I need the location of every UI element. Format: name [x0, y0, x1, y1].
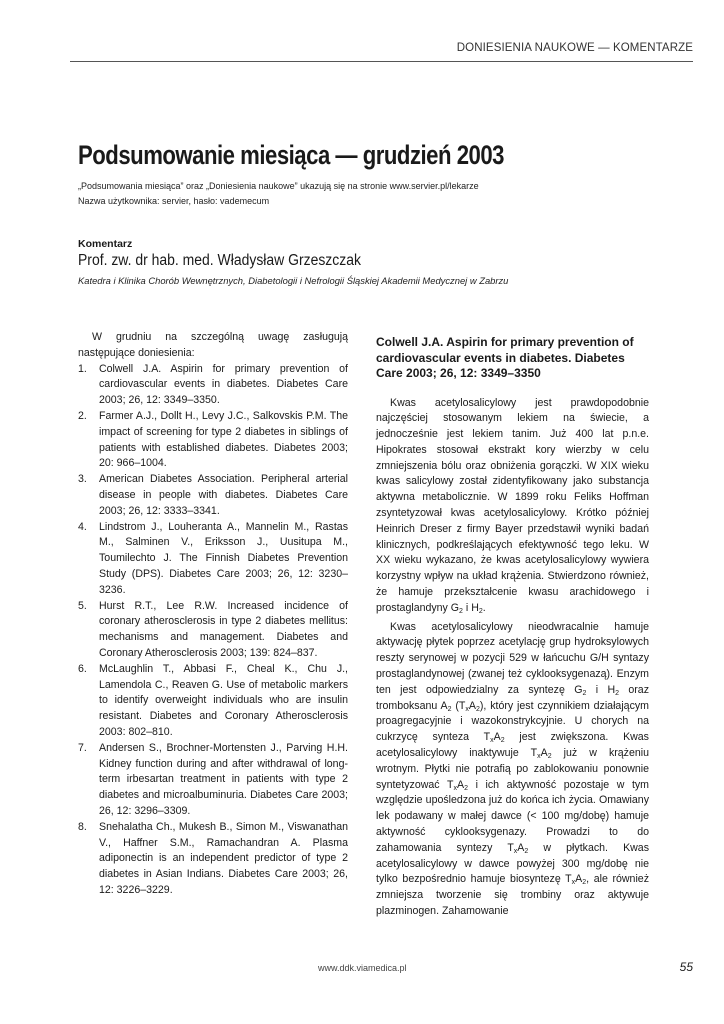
subscript: 2 [582, 689, 587, 697]
article-title: Colwell J.A. Aspirin for primary prevention of cardiovascular events in diabetes. Diabetes Care 2003; 26, 12: 3349–3350 [376, 335, 634, 380]
text: i ich aktywność pozostaje w tym względzie upośledzona już do końca ich życia. Omawiany lek podawany w małej dawce (< 100 mg/dobę) hamuje aktywność cyklooksygenazy. Prowadzi to do zahamowania syntezy T [376, 778, 650, 854]
body-paragraph-2 [376, 620, 649, 920]
reference-text: Farmer A.J., Dollt H., Levy J.C., Salkovskis P.M. The impact of screening for type 2 diabetes in siblings of patients with established diabetes. Diabetes 2003; 20: 966–1004. [99, 409, 348, 470]
reference-item [78, 362, 348, 409]
page-title: Podsumowanie miesiąca — grudzień 2003 [78, 140, 504, 170]
subscript: 2 [524, 847, 529, 855]
subscript: x [490, 737, 494, 745]
intro-paragraph: W grudniu na szczególną uwagę zasługują następujące doniesienia: [78, 331, 348, 359]
subscript: 2 [464, 784, 468, 792]
text: A [493, 731, 501, 744]
reference-number: 8. [78, 820, 87, 833]
text: już w krążeniu wrotnym. Płytki nie potrafią po zablokowaniu ponownie syntetyzować T [376, 747, 649, 791]
page-number: 55 [679, 960, 693, 974]
text: jest zwiększona. Kwas acetylosalicylowy inaktywuje T [376, 731, 649, 760]
reference-item [78, 520, 348, 599]
subscript: 2 [475, 705, 480, 713]
text: A [456, 778, 465, 791]
subscript: x [513, 847, 518, 855]
reference-item [78, 472, 348, 519]
text: A [575, 873, 583, 886]
reference-item [78, 409, 348, 472]
subscript: 2 [478, 607, 483, 615]
body-paragraph-1 [376, 396, 649, 617]
reference-text: Andersen S., Brochner-Mortensten J., Parving H.H. Kidney function during and after withdrawal of long-term irbesartan treatment in patients with type 2 diabetes and microalbuminuria. Diabetes Care 2003; 26, 12: 3296–3309. [99, 741, 348, 817]
reference-number: 6. [78, 662, 87, 675]
text: i H [586, 683, 616, 696]
text: A [468, 699, 476, 712]
website-note: „Podsumowania miesiąca” oraz „Doniesienia naukowe” ukazują się na stronie www.servier.pl/lekarze [78, 181, 479, 191]
comment-author: Prof. zw. dr hab. med. Władysław Grzeszczak [78, 252, 361, 269]
text: i H [462, 601, 479, 614]
author-affiliation: Katedra i Klinika Chorób Wewnętrznych, Diabetologii i Nefrologii Śląskiej Akademii Medycznej w Zabrzu [78, 275, 509, 286]
subscript: 2 [582, 879, 587, 887]
text: , ale również zmniejsza tworzenie się trombiny oraz aktywuje plazminogen. Zahamowanie [376, 873, 649, 917]
text: Kwas acetylosalicylowy jest prawdopodobnie najczęściej stosowanym lekiem na świecie, a jednocześnie jest lekiem tanim. Już 400 lat p.n.e. Hipokrates stosował ekstrakt kory wierzby w celu zmniejszenia bólu oraz obniżenia gorączki. W XIX wieku kwas salicylowy został zidentyfikowany jako substancja aktywna metabolicznie. W 1899 roku Feliks Hoffman zsyntetyzował kwas acetylosalicylowy. Krótko później Heinrich Dreser z firmy Bayer przedstawił wyniki badań klinicznych, podkreślających efektywność tego leku. W XX wieku wykazano, że kwas acetylosalicylowy wywiera korzystny wpływ na układ krążenia. Stwierdzono również, że hamuje przekształcenie kwasu arachidowego i prostaglandyny G [376, 396, 649, 614]
reference-item [78, 662, 348, 741]
subscript: x [537, 753, 541, 761]
reference-number: 4. [78, 520, 87, 533]
text: (T [451, 699, 466, 712]
subscript: 2 [615, 689, 620, 697]
subscript: 2 [500, 737, 505, 745]
reference-number: 2. [78, 409, 87, 422]
login-note: Nazwa użytkownika: servier, hasło: vademecum [78, 196, 270, 206]
left-column [78, 330, 348, 899]
subscript: 2 [447, 705, 452, 713]
subscript: x [465, 705, 469, 713]
reference-item [78, 820, 348, 899]
text: A [540, 747, 548, 760]
reference-number: 5. [78, 599, 87, 612]
text: . [482, 601, 486, 614]
reference-item [78, 741, 348, 820]
reference-text: Colwell J.A. Aspirin for primary prevention of cardiovascular events in diabetes. Diabetes Care 2003; 26, 12: 3349–3350. [99, 362, 348, 407]
right-column [376, 335, 649, 923]
reference-text: American Diabetes Association. Peripheral arterial disease in people with diabetes. Diabetes Care 2003; 26, 12: 3333–3341. [99, 473, 348, 517]
reference-list [78, 362, 348, 899]
reference-number: 7. [78, 741, 87, 754]
running-header: DONIESIENIA NAUKOWE — KOMENTARZE [456, 42, 693, 54]
subscript: 2 [547, 753, 552, 761]
reference-text: Hurst R.T., Lee R.W. Increased incidence of coronary atherosclerosis in type 2 diabetes mellitus: mechanisms and management. Diabetes and Coronary Atherosclerosis 2003; 139: 824–837. [99, 599, 348, 659]
text: ), który jest czynnikiem działającym proagregacyjnie i wazokonstrykcyjnie. U chorych na cukrzycę synteza T [376, 699, 649, 744]
text: A [517, 841, 525, 854]
reference-number: 1. [78, 362, 87, 375]
reference-text: Snehalatha Ch., Mukesh B., Simon M., Viswanathan V., Haffner S.M., Ramachandran A. Plasma adiponectin is an independent predictor of type 2 diabetes in Asian Indians. Diabetes Care 2003; 26, 12: 3226–3229. [99, 820, 348, 896]
reference-text: Lindstrom J., Louheranta A., Mannelin M., Rastas M., Salminen V., Eriksson J., Uusitupa M., Toumilechto J. The Finnish Diabetes Prevention Study (DPS). Diabetes Care 2003; 26, 12: 3230–3236. [99, 520, 348, 596]
comment-label: Komentarz [78, 238, 133, 250]
text: Kwas acetylosalicylowy nieodwracalnie hamuje aktywację płytek poprzez acetylację grup hydroksylowych reszty serynowej w pozycji 529 w łańcuchu G/H syntazy prostaglandynowej (zwanej też cyklooksygenazą). Enzym ten jest odpowiedzialny za syntezę G [376, 620, 649, 696]
reference-item [78, 599, 348, 662]
footer-url: www.ddk.viamedica.pl [318, 963, 407, 973]
reference-number: 3. [78, 473, 87, 486]
text: w płytkach. Kwas acetylosalicylowy w dawce powyżej 300 mg/dobę nie tylko bezpośrednio hamuje biosyntezę T [376, 841, 649, 886]
header-rule [70, 61, 693, 62]
text: oraz tromboksanu A [376, 683, 649, 712]
subscript: x [453, 784, 457, 792]
reference-text: McLaughlin T., Abbasi F., Cheal K., Chu J., Lamendola C., Reaven G. Use of metabolic markers to identify overweight individuals who are insulin resistant. Diabetes and Coronary Atherosclerosis 2003: 802–810. [99, 662, 348, 738]
subscript: x [571, 879, 576, 887]
subscript: 2 [459, 607, 463, 615]
